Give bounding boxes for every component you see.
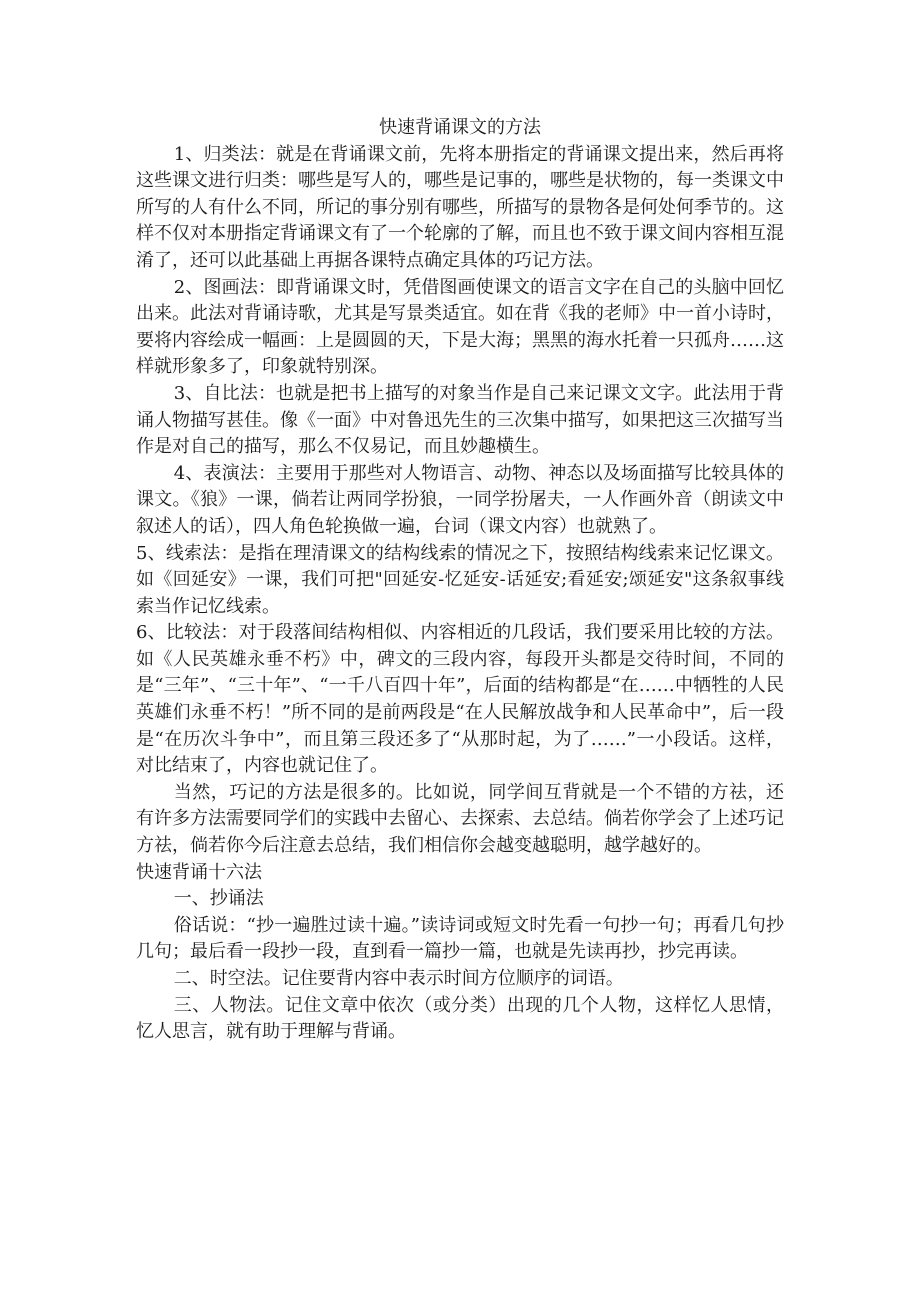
section2-item-copy-heading: 一、抄诵法 <box>173 888 264 910</box>
document-title: 快速背诵课文的方法 <box>379 117 541 138</box>
paragraph-classify-method: 1、归类法：就是在背诵课文前，先将本册指定的背诵课文提出来，然后再将这些课文进行归类：哪些是写人的，哪些是记事的，哪些是状物的，每一类课文中所写的人有什么不同，所记的事分别有哪些，所描写的景物各是何处何季节的。这样不仅对本册指定背诵课文有了一个轮廓的了解，而且也不致于课文间内容相互混淆了，还可以此基础上再据各课特点确定具体的巧记方法。 <box>136 143 784 271</box>
section2-item-copy-body: 俗话说：“抄一遍胜过读十遍。”读诗词或短文时先看一句抄一句；再看几句抄几句；最后看一段抄一段，直到看一篇抄一篇，也就是先读再抄，抄完再读。 <box>136 914 784 963</box>
section2-item-time-space: 二、时空法。记住要背内容中表示时间方位顺序的词语。 <box>173 968 624 989</box>
section2-item-characters: 三、人物法。记住文章中依次（或分类）出现的几个人物，这样忆人思情，忆人思言，就有助于理解与背诵。 <box>136 994 784 1043</box>
section2-title: 快速背诵十六法 <box>136 861 262 883</box>
paragraph-comparison-method: 6、比较法：对于段落间结构相似、内容相近的几段话，我们要采用比较的方法。如《人民英雄永垂不朽》中，碑文的三段内容，每段开头都是交待时间，不同的是“三年”、“三十年”、“一千八百四十年”，后面的结构都是“在……中牺牲的人民英雄们永垂不朽！”所不同的是前两段是“在人民解放战争和人民革命中”，后一段是“在历次斗争中”，而且第三段还多了“从那时起，为了……”一小段话。这样，对比结束了，内容也就记住了。 <box>136 622 784 777</box>
paragraph-picture-method: 2、图画法：即背诵课文时，凭借图画使课文的语言文字在自己的头脑中回忆出来。此法对背诵诗歌，尤其是写景类适宜。如在背《我的老师》中一首小诗时，要将内容绘成一幅画：上是圆圆的天，下是大海；黑黑的海水托着一只孤舟……这样就形象多了，印象就特别深。 <box>136 276 784 378</box>
paragraph-acting-method: 4、表演法：主要用于那些对人物语言、动物、神态以及场面描写比较具体的课文。《狼》一课，倘若让两同学扮狼，一同学扮屠夫，一人作画外音（朗读文中叙述人的话），四人角色轮换做一遍，台词（课文内容）也就熟了。 <box>136 462 784 537</box>
paragraph-self-compare-method: 3、自比法：也就是把书上描写的对象当作是自己来记课文文字。此法用于背诵人物描写甚佳。像《一面》中对鲁迅先生的三次集中描写，如果把这三次描写当作是对自己的描写，那么不仅易记，而且妙趣横生。 <box>136 382 784 458</box>
document-page <box>136 115 784 1046</box>
paragraph-conclusion: 当然，巧记的方法是很多的。比如说，同学间互背就是一个不错的方祛，还有许多方法需要同学们的实践中去留心、去探索、去总结。倘若你学会了上述巧记方祛，倘若你今后注意去总结，我们相信你会越变越聪明，越学越好的。 <box>136 781 784 857</box>
paragraph-clue-method: 5、线索法：是指在理清课文的结构线索的情况之下，按照结构线索来记忆课文。如《回延安》一课，我们可把"回延安-忆延安-话延安;看延安;颂延安"这条叙事线索当作记忆线索。 <box>136 542 784 617</box>
